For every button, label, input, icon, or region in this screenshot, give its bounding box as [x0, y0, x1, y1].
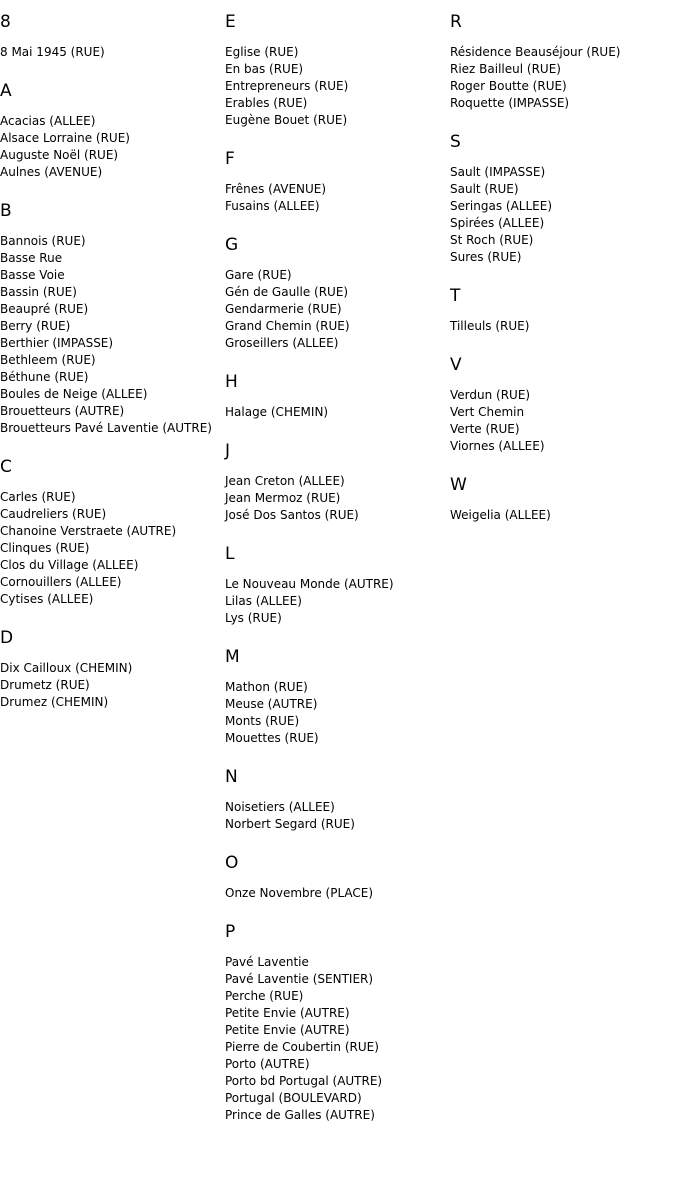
- street-link[interactable]: Alsace Lorraine (RUE): [0, 131, 130, 145]
- street-link[interactable]: Fusains (ALLEE): [225, 199, 320, 213]
- street-list: [225, 679, 450, 747]
- street-list: [0, 660, 225, 711]
- street-link[interactable]: Eglise (RUE): [225, 45, 299, 59]
- street-link[interactable]: Carles (RUE): [0, 490, 76, 504]
- letter-heading: W: [450, 475, 467, 495]
- street-link[interactable]: Résidence Beauséjour (RUE): [450, 45, 621, 59]
- street-link[interactable]: Drumetz (RUE): [0, 678, 90, 692]
- street-link[interactable]: Beaupré (RUE): [0, 302, 89, 316]
- letter-group: [225, 922, 450, 1124]
- letter-heading: D: [0, 628, 14, 648]
- street-link[interactable]: Erables (RUE): [225, 96, 308, 110]
- letter-group: [0, 201, 225, 437]
- letter-group: [450, 355, 675, 455]
- street-link[interactable]: Prince de Galles (AUTRE): [225, 1108, 375, 1122]
- street-link[interactable]: Porto bd Portugal (AUTRE): [225, 1074, 383, 1088]
- street-link[interactable]: Halage (CHEMIN): [225, 405, 329, 419]
- letter-heading: B: [0, 201, 12, 221]
- street-link[interactable]: Porto (AUTRE): [225, 1057, 310, 1071]
- street-link[interactable]: Frênes (AVENUE): [225, 182, 327, 196]
- street-link[interactable]: Béthune (RUE): [0, 370, 89, 384]
- street-link[interactable]: Roquette (IMPASSE): [450, 96, 570, 110]
- letter-heading: H: [225, 372, 238, 392]
- street-link[interactable]: Noisetiers (ALLEE): [225, 800, 335, 814]
- street-link[interactable]: En bas (RUE): [225, 62, 304, 76]
- letter-group: [0, 628, 225, 711]
- street-link[interactable]: Chanoine Verstraete (AUTRE): [0, 524, 177, 538]
- letter-heading: M: [225, 647, 240, 667]
- street-list: [450, 507, 675, 524]
- street-link[interactable]: Spirées (ALLEE): [450, 216, 545, 230]
- street-link[interactable]: Lilas (ALLEE): [225, 594, 302, 608]
- street-link[interactable]: Drumez (CHEMIN): [0, 695, 109, 709]
- street-link[interactable]: Gendarmerie (RUE): [225, 302, 342, 316]
- letter-group: [0, 12, 225, 61]
- street-link[interactable]: Onze Novembre (PLACE): [225, 886, 374, 900]
- street-link[interactable]: Sault (IMPASSE): [450, 165, 546, 179]
- letter-heading: O: [225, 853, 239, 873]
- letter-group: [225, 853, 450, 902]
- street-link[interactable]: Mouettes (RUE): [225, 731, 319, 745]
- street-list: [225, 473, 450, 524]
- letter-group: [0, 81, 225, 181]
- street-list: [225, 954, 450, 1124]
- street-link[interactable]: Riez Bailleul (RUE): [450, 62, 561, 76]
- street-link[interactable]: Roger Boutte (RUE): [450, 79, 567, 93]
- letter-heading: P: [225, 922, 236, 942]
- letter-group: [225, 372, 450, 421]
- street-link[interactable]: Entrepreneurs (RUE): [225, 79, 349, 93]
- street-link[interactable]: Brouetteurs Pavé Laventie (AUTRE): [0, 421, 212, 435]
- street-link[interactable]: Sault (RUE): [450, 182, 519, 196]
- letter-group: [225, 441, 450, 524]
- street-link[interactable]: Lys (RUE): [225, 611, 282, 625]
- street-link[interactable]: Groseillers (ALLEE): [225, 336, 339, 350]
- street-link[interactable]: Dix Cailloux (CHEMIN): [0, 661, 133, 675]
- street-link[interactable]: Gare (RUE): [225, 268, 292, 282]
- street-link[interactable]: Jean Mermoz (RUE): [225, 491, 341, 505]
- letter-heading: F: [225, 149, 235, 169]
- street-link[interactable]: Weigelia (ALLEE): [450, 508, 551, 522]
- letter-group: [225, 544, 450, 627]
- street-index-column-1: [0, 12, 225, 731]
- letter-heading: G: [225, 235, 239, 255]
- street-link[interactable]: Perche (RUE): [225, 989, 304, 1003]
- letter-group: [225, 647, 450, 747]
- street-link[interactable]: Basse Rue: [0, 251, 63, 265]
- street-list: [450, 44, 675, 112]
- street-link[interactable]: Grand Chemin (RUE): [225, 319, 350, 333]
- street-list: [450, 387, 675, 455]
- letter-heading: R: [450, 12, 462, 32]
- street-link[interactable]: Tilleuls (RUE): [450, 319, 530, 333]
- street-link[interactable]: Sures (RUE): [450, 250, 522, 264]
- letter-group: [225, 767, 450, 833]
- street-link[interactable]: Norbert Segard (RUE): [225, 817, 355, 831]
- letter-group: [450, 132, 675, 266]
- street-link[interactable]: Bassin (RUE): [0, 285, 77, 299]
- street-link[interactable]: Petite Envie (AUTRE): [225, 1006, 350, 1020]
- street-list: [0, 44, 225, 61]
- street-link[interactable]: 8 Mai 1945 (RUE): [0, 45, 105, 59]
- street-link[interactable]: Eugène Bouet (RUE): [225, 113, 348, 127]
- street-link[interactable]: Gén de Gaulle (RUE): [225, 285, 349, 299]
- street-link[interactable]: Clinques (RUE): [0, 541, 90, 555]
- street-link[interactable]: Berthier (IMPASSE): [0, 336, 114, 350]
- street-list: [225, 576, 450, 627]
- street-list: [225, 267, 450, 352]
- street-list: [225, 799, 450, 833]
- street-link[interactable]: Mathon (RUE): [225, 680, 308, 694]
- street-link[interactable]: Basse Voie: [0, 268, 65, 282]
- street-link[interactable]: Auguste Noël (RUE): [0, 148, 119, 162]
- street-link[interactable]: Viornes (ALLEE): [450, 439, 545, 453]
- street-link[interactable]: Le Nouveau Monde (AUTRE): [225, 577, 394, 591]
- letter-heading: J: [225, 441, 231, 461]
- street-link[interactable]: José Dos Santos (RUE): [225, 508, 359, 522]
- street-list: [0, 489, 225, 608]
- street-list: [225, 181, 450, 215]
- street-list: [225, 404, 450, 421]
- street-link[interactable]: St Roch (RUE): [450, 233, 534, 247]
- street-link[interactable]: Acacias (ALLEE): [0, 114, 96, 128]
- street-index-column-2: [225, 12, 450, 1144]
- street-link[interactable]: Caudreliers (RUE): [0, 507, 107, 521]
- street-link[interactable]: Portugal (BOULEVARD): [225, 1091, 362, 1105]
- letter-group: [0, 457, 225, 608]
- letter-heading: T: [450, 286, 461, 306]
- letter-heading: S: [450, 132, 461, 152]
- street-link[interactable]: Monts (RUE): [225, 714, 300, 728]
- letter-group: [225, 235, 450, 352]
- letter-group: [450, 286, 675, 335]
- letter-heading: N: [225, 767, 238, 787]
- street-link[interactable]: Berry (RUE): [0, 319, 71, 333]
- letter-group: [225, 12, 450, 129]
- street-link[interactable]: Verdun (RUE): [450, 388, 531, 402]
- street-list: [450, 318, 675, 335]
- street-link[interactable]: Petite Envie (AUTRE): [225, 1023, 350, 1037]
- letter-heading: V: [450, 355, 462, 375]
- street-link[interactable]: Seringas (ALLEE): [450, 199, 553, 213]
- street-index-column-3: [450, 12, 675, 544]
- street-list: [0, 113, 225, 181]
- letter-heading: 8: [0, 12, 11, 32]
- street-list: [450, 164, 675, 266]
- street-link[interactable]: Boules de Neige (ALLEE): [0, 387, 148, 401]
- street-link[interactable]: Pavé Laventie (SENTIER): [225, 972, 374, 986]
- street-link[interactable]: Bannois (RUE): [0, 234, 86, 248]
- street-link[interactable]: Aulnes (AVENUE): [0, 165, 103, 179]
- street-link[interactable]: Clos du Village (ALLEE): [0, 558, 139, 572]
- letter-group: [225, 149, 450, 215]
- letter-heading: A: [0, 81, 12, 101]
- street-link[interactable]: Meuse (AUTRE): [225, 697, 318, 711]
- letter-group: [450, 12, 675, 112]
- street-list: [225, 885, 450, 902]
- street-link[interactable]: Brouetteurs (AUTRE): [0, 404, 125, 418]
- letter-heading: E: [225, 12, 236, 32]
- letter-heading: C: [0, 457, 12, 477]
- street-link[interactable]: Cornouillers (ALLEE): [0, 575, 122, 589]
- street-link[interactable]: Cytises (ALLEE): [0, 592, 94, 606]
- street-list: [225, 44, 450, 129]
- street-link[interactable]: Vert Chemin: [450, 405, 525, 419]
- street-link[interactable]: Pierre de Coubertin (RUE): [225, 1040, 379, 1054]
- street-link[interactable]: Pavé Laventie: [225, 955, 309, 969]
- letter-heading: L: [225, 544, 235, 564]
- letter-group: [450, 475, 675, 524]
- street-link[interactable]: Bethleem (RUE): [0, 353, 96, 367]
- street-list: [0, 233, 225, 437]
- street-link[interactable]: Jean Creton (ALLEE): [225, 474, 345, 488]
- street-link[interactable]: Verte (RUE): [450, 422, 520, 436]
